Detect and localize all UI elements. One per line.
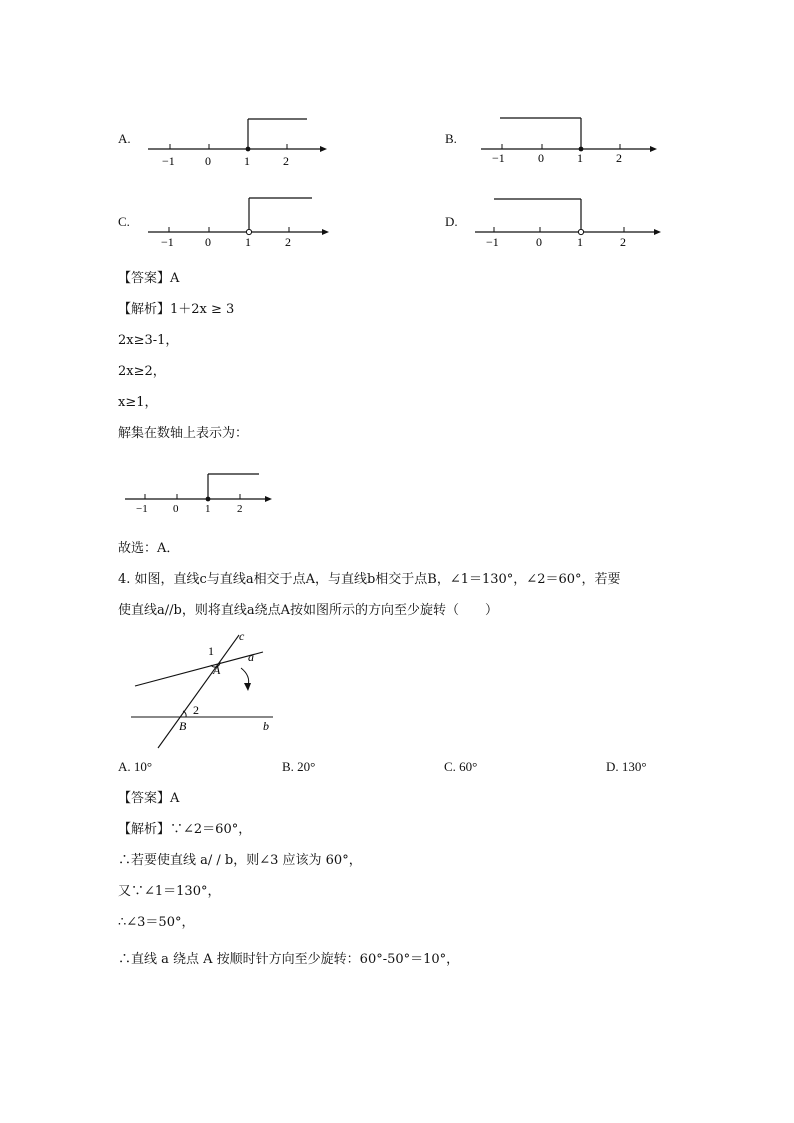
option-c-number-line	[145, 190, 330, 252]
tick-label: 2	[616, 151, 622, 165]
label-angle-1: 1	[208, 644, 214, 658]
tick-label: −1	[486, 235, 499, 249]
choice-c: C. 60°	[444, 759, 478, 774]
solution-number-line	[122, 465, 282, 520]
choice-d: D. 130°	[606, 759, 647, 774]
label-B: B	[179, 719, 187, 733]
tick-label: 1	[577, 235, 583, 249]
label-b: b	[263, 719, 269, 733]
solution-line: ∴若要使直线 a/ / b，则∠3 应该为 60°，	[118, 853, 362, 868]
tick-label: 2	[620, 235, 626, 249]
answer-value: A	[170, 791, 180, 806]
tick-label: 1	[577, 151, 583, 165]
solution-step: 1＋2x ≥ 3	[170, 302, 235, 317]
solution-1-line-1	[118, 301, 234, 319]
tick-label: 2	[283, 154, 289, 168]
solution-tag: 【解析】	[118, 302, 171, 317]
solution-line: ∴∠3＝50°，	[118, 915, 195, 930]
tick-label: 2	[237, 503, 243, 515]
tick-label: −1	[162, 154, 175, 168]
solution-line: 又∵∠1＝130°，	[118, 884, 221, 899]
tick-label: 0	[205, 154, 211, 168]
tick-label: 1	[244, 154, 250, 168]
option-d-number-line	[472, 190, 667, 252]
tick-label: −1	[136, 503, 148, 515]
answer-2	[118, 790, 179, 808]
solution-line: ∵∠2＝60°，	[170, 822, 252, 837]
option-a-number-line	[145, 110, 330, 170]
question-4-figure	[125, 628, 285, 753]
answer-tag: 【答案】	[118, 791, 171, 806]
answer-tag: 【答案】	[118, 271, 171, 286]
solution-step: x≥1，	[118, 395, 158, 410]
solution-2-line-1	[118, 821, 251, 839]
option-b-number-line	[478, 110, 663, 170]
tick-label: 0	[538, 151, 544, 165]
tick-label: 1	[205, 503, 211, 515]
solution-tag: 【解析】	[118, 822, 171, 837]
choice-b: B. 20°	[282, 759, 316, 774]
label-angle-2: 2	[193, 703, 199, 717]
tick-label: 0	[205, 235, 211, 249]
solution-conclusion: 故选：A．	[118, 541, 180, 556]
label-c: c	[239, 629, 245, 643]
tick-label: 1	[245, 235, 251, 249]
solution-line: ∴直线 a 绕点 A 按顺时针方向至少旋转：60°-50°＝10°，	[118, 952, 460, 967]
option-d-label: D.	[445, 214, 458, 229]
solution-step: 2x≥3-1，	[118, 333, 179, 348]
question-4-line-1: 4. 如图，直线c与直线a相交于点A，与直线b相交于点B，∠1＝130°，∠2＝60°，若要	[118, 572, 621, 587]
option-c-label: C.	[118, 214, 130, 229]
choice-a: A. 10°	[118, 759, 153, 774]
label-A: A	[213, 663, 221, 677]
tick-label: −1	[492, 151, 505, 165]
tick-label: 2	[285, 235, 291, 249]
option-a-label: A.	[118, 131, 131, 146]
tick-label: 0	[536, 235, 542, 249]
solution-step: 2x≥2，	[118, 364, 166, 379]
tick-label: −1	[161, 235, 174, 249]
answer-1	[118, 270, 179, 288]
solution-note: 解集在数轴上表示为：	[118, 426, 249, 441]
tick-label: 0	[173, 503, 179, 515]
option-b-label: B.	[445, 131, 457, 146]
label-a: a	[248, 650, 254, 664]
question-4-line-2: 使直线a//b，则将直线a绕点A按如图所示的方向至少旋转（ ）	[118, 603, 498, 618]
answer-value: A	[170, 271, 180, 286]
